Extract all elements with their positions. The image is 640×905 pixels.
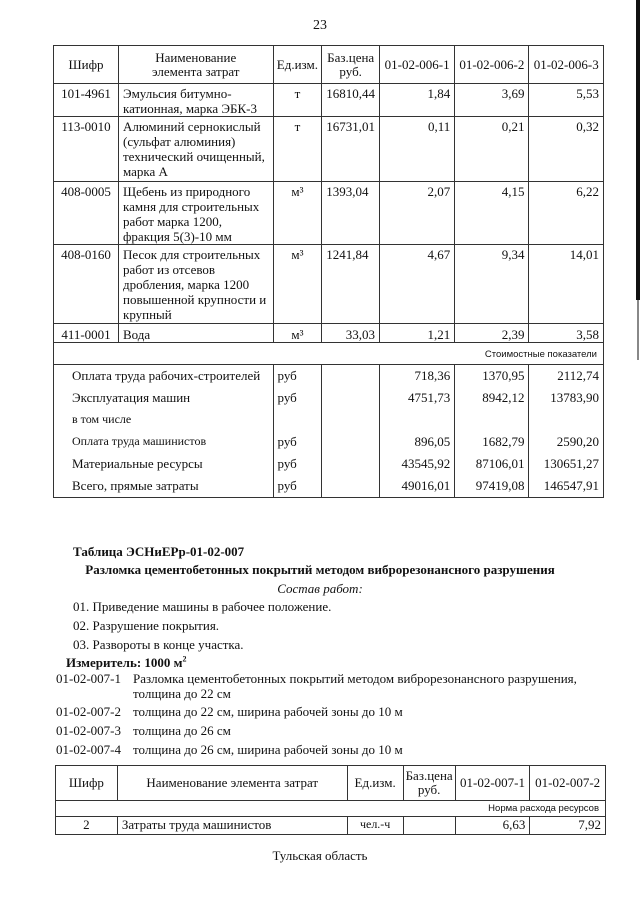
cell-unit: м³ — [273, 245, 322, 324]
summary-row — [54, 475, 604, 498]
col-header-007-2: 01-02-007-2 — [530, 766, 606, 801]
item-code: 01-02-007-3 — [56, 723, 121, 738]
summary-row — [54, 409, 604, 431]
band-cost-indicators: Стоимостные показатели — [54, 343, 604, 365]
item-code: 01-02-007-1 — [56, 671, 121, 686]
table-row — [54, 117, 604, 182]
item-desc: толщина до 26 см, ширина рабочей зоны до 10 м — [133, 742, 403, 757]
table-row — [56, 817, 606, 835]
summary-unit: руб — [273, 365, 322, 388]
cell-name: Затраты труда машинистов — [117, 817, 347, 835]
work-item: 03. Развороты в конце участка. — [73, 637, 244, 652]
table-row — [54, 182, 604, 245]
summary-price — [322, 475, 380, 498]
cell-code: 2 — [56, 817, 118, 835]
cell-price: 33,03 — [322, 324, 380, 343]
summary-value-1: 49016,01 — [380, 475, 455, 498]
cell-name: Вода — [119, 324, 274, 343]
cell-name: Щебень из природного камня для строительных работ марка 1200, фракция 5(3)-10 мм — [119, 182, 274, 245]
summary-value-1: 4751,73 — [380, 387, 455, 409]
summary-unit: руб — [273, 453, 322, 475]
summary-value-1: 896,05 — [380, 431, 455, 453]
summary-value-3: 2590,20 — [529, 431, 604, 453]
cell-price — [403, 817, 455, 835]
item-code: 01-02-007-2 — [56, 704, 121, 719]
work-item: 01. Приведение машины в рабочее положение. — [73, 599, 332, 614]
summary-label: Всего, прямые затраты — [54, 475, 274, 498]
summary-price — [322, 365, 380, 388]
summary-row — [54, 365, 604, 388]
summary-value-1 — [380, 409, 455, 431]
summary-row — [54, 387, 604, 409]
summary-row — [54, 431, 604, 453]
cell-code: 408-0005 — [54, 182, 119, 245]
summary-value-3: 130651,27 — [529, 453, 604, 475]
summary-unit — [273, 409, 322, 431]
summary-label: Материальные ресурсы — [54, 453, 274, 475]
cell-unit: чел.-ч — [347, 817, 403, 835]
cell-value-1: 6,63 — [455, 817, 530, 835]
section-heading: Разломка цементобетонных покрытий методом виброрезонансного разрушения — [85, 562, 555, 577]
measure-sup: 2 — [182, 654, 187, 664]
item-desc-cont: толщина до 22 см — [133, 686, 231, 701]
summary-value-2: 8942,12 — [455, 387, 529, 409]
cell-name: Алюминий сернокислый (сульфат алюминия) технический очищенный, марка А — [119, 117, 274, 182]
col-header-007-1: 01-02-007-1 — [455, 766, 530, 801]
cell-value-3: 3,58 — [529, 324, 604, 343]
col-header-price: Баз.цена руб. — [322, 46, 380, 84]
resource-table-007 — [55, 765, 606, 835]
cell-price: 1241,84 — [322, 245, 380, 324]
scan-edge-faded — [637, 300, 639, 360]
col-header-price: Баз.цена руб. — [403, 766, 455, 801]
band-norm: Норма расхода ресурсов — [56, 801, 606, 817]
cell-value-3: 14,01 — [529, 245, 604, 324]
cell-unit: т — [273, 84, 322, 117]
summary-label: Эксплуатация машин — [54, 387, 274, 409]
col-header-unit: Ед.изм. — [347, 766, 403, 801]
cell-value-1: 4,67 — [380, 245, 455, 324]
cell-code: 408-0160 — [54, 245, 119, 324]
summary-label: Оплата труда рабочих-строителей — [54, 365, 274, 388]
summary-label: Оплата труда машинистов — [54, 431, 274, 453]
cell-value-3: 6,22 — [529, 182, 604, 245]
col-header-code: Шифр — [56, 766, 118, 801]
item-desc: толщина до 22 см, ширина рабочей зоны до 10 м — [133, 704, 403, 719]
summary-unit: руб — [273, 387, 322, 409]
col-header-unit: Ед.изм. — [273, 46, 322, 84]
summary-value-3 — [529, 409, 604, 431]
table-row — [54, 245, 604, 324]
cell-code: 113-0010 — [54, 117, 119, 182]
cell-value-3: 5,53 — [529, 84, 604, 117]
cell-value-1: 1,84 — [380, 84, 455, 117]
item-desc: Разломка цементобетонных покрытий методом виброрезонансного разрушения, — [133, 671, 577, 686]
summary-price — [322, 431, 380, 453]
summary-value-2: 87106,01 — [455, 453, 529, 475]
page-footer: Тульская область — [272, 848, 368, 863]
summary-value-2: 97419,08 — [455, 475, 529, 498]
cell-name: Эмульсия битумно-катионная, марка ЭБК-3 — [119, 84, 274, 117]
summary-label: в том числе — [54, 409, 274, 431]
cell-code: 411-0001 — [54, 324, 119, 343]
summary-unit: руб — [273, 431, 322, 453]
summary-value-2: 1370,95 — [455, 365, 529, 388]
cell-name: Песок для строительных работ из отсевов дробления, марка 1200 повышенной крупности и крупный — [119, 245, 274, 324]
measure-unit — [66, 655, 187, 670]
summary-value-2 — [455, 409, 529, 431]
summary-unit: руб — [273, 475, 322, 498]
table-row — [54, 324, 604, 343]
measure-label: Измеритель: 1000 м — [66, 655, 183, 670]
summary-row — [54, 453, 604, 475]
cell-value-2: 2,39 — [455, 324, 529, 343]
summary-price — [322, 409, 380, 431]
cell-value-3: 0,32 — [529, 117, 604, 182]
work-item: 02. Разрушение покрытия. — [73, 618, 220, 633]
cell-value-2: 0,21 — [455, 117, 529, 182]
summary-value-3: 146547,91 — [529, 475, 604, 498]
resource-table-006 — [53, 45, 604, 498]
cell-code: 101-4961 — [54, 84, 119, 117]
cell-value-1: 1,21 — [380, 324, 455, 343]
cell-value-1: 2,07 — [380, 182, 455, 245]
cell-unit: м³ — [273, 324, 322, 343]
cell-unit: т — [273, 117, 322, 182]
table-title: Таблица ЭСНиЕРр-01-02-007 — [73, 544, 245, 559]
summary-value-1: 718,36 — [380, 365, 455, 388]
summary-value-3: 2112,74 — [529, 365, 604, 388]
col-header-006-2: 01-02-006-2 — [455, 46, 529, 84]
cell-value-2: 7,92 — [530, 817, 606, 835]
cell-price: 1393,04 — [322, 182, 380, 245]
works-title: Состав работ: — [277, 581, 363, 596]
item-code: 01-02-007-4 — [56, 742, 121, 757]
col-header-code: Шифр — [54, 46, 119, 84]
col-header-name: Наименование элемента затрат — [117, 766, 347, 801]
cell-unit: м³ — [273, 182, 322, 245]
item-desc: толщина до 26 см — [133, 723, 231, 738]
summary-value-2: 1682,79 — [455, 431, 529, 453]
cell-value-1: 0,11 — [380, 117, 455, 182]
table-row — [54, 84, 604, 117]
summary-price — [322, 387, 380, 409]
page-number: 23 — [313, 18, 327, 33]
summary-value-1: 43545,92 — [380, 453, 455, 475]
col-header-006-1: 01-02-006-1 — [380, 46, 455, 84]
cell-value-2: 9,34 — [455, 245, 529, 324]
cell-value-2: 3,69 — [455, 84, 529, 117]
cell-price: 16810,44 — [322, 84, 380, 117]
cell-price: 16731,01 — [322, 117, 380, 182]
col-header-006-3: 01-02-006-3 — [529, 46, 604, 84]
scan-edge — [636, 0, 640, 300]
summary-price — [322, 453, 380, 475]
summary-value-3: 13783,90 — [529, 387, 604, 409]
cell-value-2: 4,15 — [455, 182, 529, 245]
col-header-name: Наименование элемента затрат — [119, 46, 274, 84]
